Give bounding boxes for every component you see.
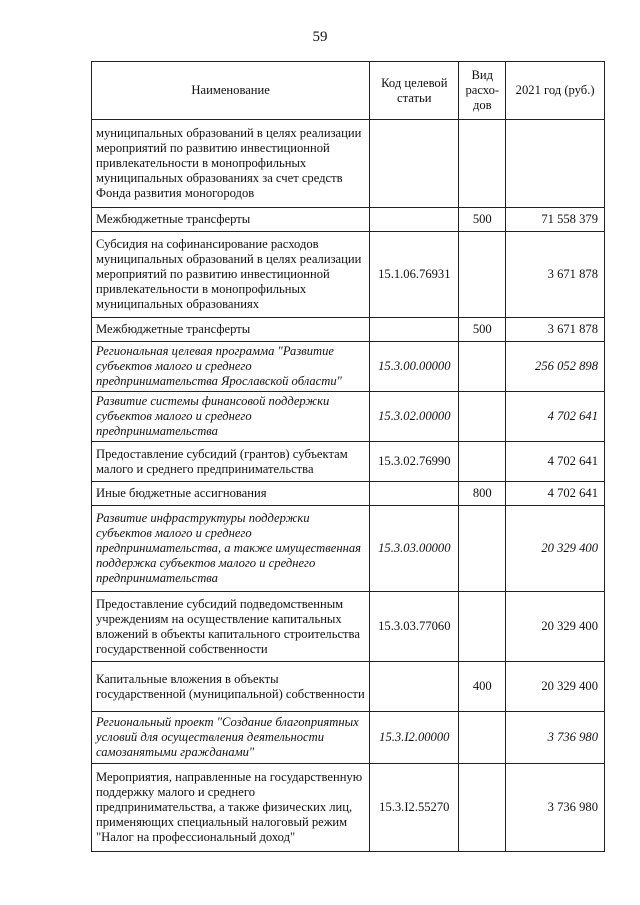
row-code-cell: [370, 208, 459, 232]
row-sum-cell: 3 736 980: [506, 764, 605, 852]
table-row: [92, 120, 605, 208]
row-code-cell: 15.3.03.00000: [370, 506, 459, 592]
row-name-cell: Предоставление субсидий подведомственным учреждениям на осуществление капитальных вложений в объекты капитального строительства государственной собственности: [92, 592, 370, 662]
row-kind-cell: 500: [459, 318, 506, 342]
table-row: [92, 392, 605, 442]
table-row: [92, 342, 605, 392]
table-row: [92, 712, 605, 764]
table-header-row: [92, 62, 605, 120]
page-number: 59: [312, 29, 328, 45]
row-code-cell: 15.3.I2.00000: [370, 712, 459, 764]
row-name-cell: Развитие инфраструктуры поддержки субъектов малого и среднего предпринимательства, а также имущественная поддержка субъектов малого и среднего предпринимательства: [92, 506, 370, 592]
row-kind-cell: [459, 506, 506, 592]
row-code-cell: 15.3.02.76990: [370, 442, 459, 482]
table-row: [92, 662, 605, 712]
row-kind-cell: [459, 342, 506, 392]
row-name-cell: Развитие системы финансовой поддержки субъектов малого и среднего предпринимательства: [92, 392, 370, 442]
row-sum-cell: 20 329 400: [506, 662, 605, 712]
row-name-cell: муниципальных образований в целях реализации мероприятий по развитию инвестиционной привлекательности в монопрофильных муниципальных образованиях за счет средств Фонда развития моногородов: [92, 120, 370, 208]
row-sum-cell: 4 702 641: [506, 392, 605, 442]
table-row: [92, 318, 605, 342]
row-code-cell: [370, 120, 459, 208]
row-sum-cell: [506, 120, 605, 208]
row-sum-cell: 20 329 400: [506, 592, 605, 662]
row-name-cell: Субсидия на софинансирование расходов муниципальных образований в целях реализации мероприятий по развитию инвестиционной привлекательности в монопрофильных муниципальных образованиях: [92, 232, 370, 318]
header-kind: Вид расхо-дов: [459, 62, 506, 120]
row-sum-cell: 256 052 898: [506, 342, 605, 392]
row-name-cell: Предоставление субсидий (грантов) субъектам малого и среднего предпринимательства: [92, 442, 370, 482]
row-code-cell: 15.1.06.76931: [370, 232, 459, 318]
row-name-cell: Иные бюджетные ассигнования: [92, 482, 370, 506]
header-code: Код целевой статьи: [370, 62, 459, 120]
table-row: [92, 592, 605, 662]
row-kind-cell: 400: [459, 662, 506, 712]
row-name-cell: Капитальные вложения в объекты государственной (муниципальной) собственности: [92, 662, 370, 712]
row-sum-cell: 3 671 878: [506, 232, 605, 318]
row-code-cell: [370, 482, 459, 506]
table-row: [92, 506, 605, 592]
row-sum-cell: 71 558 379: [506, 208, 605, 232]
row-kind-cell: [459, 232, 506, 318]
row-code-cell: [370, 662, 459, 712]
row-name-cell: Региональная целевая программа "Развитие субъектов малого и среднего предпринимательства Ярославской области": [92, 342, 370, 392]
budget-table: [91, 61, 605, 852]
row-sum-cell: 20 329 400: [506, 506, 605, 592]
row-kind-cell: [459, 120, 506, 208]
row-code-cell: 15.3.I2.55270: [370, 764, 459, 852]
table-row: [92, 442, 605, 482]
header-sum: 2021 год (руб.): [506, 62, 605, 120]
row-code-cell: 15.3.03.77060: [370, 592, 459, 662]
table-row: [92, 208, 605, 232]
row-sum-cell: 4 702 641: [506, 442, 605, 482]
row-name-cell: Мероприятия, направленные на государственную поддержку малого и среднего предпринимательства, а также физических лиц, применяющих специальный налоговый режим "Налог на профессиональный доход": [92, 764, 370, 852]
row-kind-cell: [459, 592, 506, 662]
row-kind-cell: [459, 712, 506, 764]
row-kind-cell: [459, 442, 506, 482]
row-kind-cell: [459, 392, 506, 442]
table-row: [92, 764, 605, 852]
header-name: Наименование: [92, 62, 370, 120]
row-code-cell: [370, 318, 459, 342]
row-name-cell: Региональный проект "Создание благоприятных условий для осуществления деятельности самозанятыми гражданами": [92, 712, 370, 764]
row-kind-cell: [459, 764, 506, 852]
row-code-cell: 15.3.02.00000: [370, 392, 459, 442]
row-kind-cell: 800: [459, 482, 506, 506]
row-name-cell: Межбюджетные трансферты: [92, 318, 370, 342]
row-kind-cell: 500: [459, 208, 506, 232]
row-sum-cell: 4 702 641: [506, 482, 605, 506]
row-sum-cell: 3 671 878: [506, 318, 605, 342]
row-code-cell: 15.3.00.00000: [370, 342, 459, 392]
row-sum-cell: 3 736 980: [506, 712, 605, 764]
table-row: [92, 482, 605, 506]
table-row: [92, 232, 605, 318]
row-name-cell: Межбюджетные трансферты: [92, 208, 370, 232]
